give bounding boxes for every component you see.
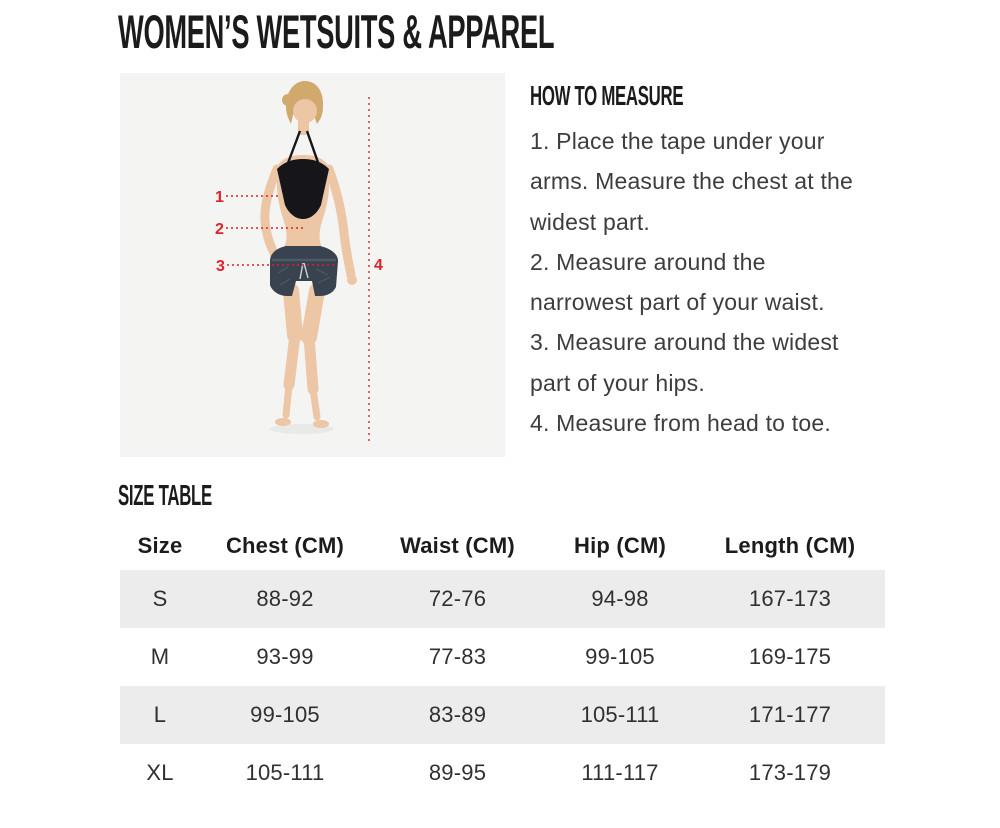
marker-3-label: 3 xyxy=(216,258,225,275)
how-to-measure-instructions xyxy=(530,121,900,443)
figure-hair-bun xyxy=(282,94,294,106)
instruction-line: narrowest part of your waist. xyxy=(530,289,825,316)
table-row-xl xyxy=(120,744,885,802)
measurement-figure xyxy=(120,73,505,457)
marker-1-label: 1 xyxy=(215,189,224,206)
cell-hip: 94-98 xyxy=(591,586,649,611)
cell-hip: 99-105 xyxy=(585,644,655,669)
figure-right-thigh xyxy=(291,291,295,335)
col-header-length: Length (CM) xyxy=(724,533,856,558)
cell-chest: 93-99 xyxy=(256,644,314,669)
cell-size: L xyxy=(153,702,167,727)
table-header-row xyxy=(120,522,885,570)
cell-chest: 88-92 xyxy=(256,586,314,611)
figure-face xyxy=(293,99,317,123)
figure-left-hand xyxy=(347,275,357,285)
cell-waist: 89-95 xyxy=(428,760,487,785)
table-row-s xyxy=(120,570,885,628)
instruction-line: 3. Measure around the widest xyxy=(530,329,839,356)
table-row-l xyxy=(120,686,885,744)
figure-left-thigh xyxy=(309,291,317,337)
cell-length: 169-175 xyxy=(748,644,832,669)
figure-right-foot xyxy=(275,418,291,426)
figure-right-arm xyxy=(265,169,277,253)
cell-size: XL xyxy=(146,760,174,785)
cell-waist: 72-76 xyxy=(428,586,487,611)
cell-chest: 99-105 xyxy=(250,702,320,727)
figure-right-calf xyxy=(289,335,295,385)
cell-length: 171-177 xyxy=(748,702,832,727)
page-title: WOMEN’S WETSUITS & APPAREL xyxy=(118,5,555,58)
instruction-line: 1. Place the tape under your xyxy=(530,128,825,154)
col-header-chest: Chest (CM) xyxy=(225,533,345,558)
figure-left-foot xyxy=(313,420,329,428)
cell-length: 167-173 xyxy=(748,586,832,611)
cell-waist: 83-89 xyxy=(428,702,487,727)
marker-2-label: 2 xyxy=(215,221,224,238)
measurement-figure-box xyxy=(120,73,505,457)
cell-chest: 105-111 xyxy=(245,760,325,785)
how-to-measure-heading: HOW TO MEASURE xyxy=(530,80,684,111)
instruction-line: part of your hips. xyxy=(530,369,705,396)
instruction-line: 2. Measure around the xyxy=(530,248,766,275)
instruction-line: widest part. xyxy=(530,208,651,235)
cell-hip: 105-111 xyxy=(580,702,660,727)
cell-waist: 77-83 xyxy=(428,644,487,669)
cell-size: M xyxy=(150,644,170,669)
cell-size: S xyxy=(152,586,168,611)
col-header-size: Size xyxy=(137,533,183,558)
size-table xyxy=(120,522,885,802)
figure-right-ankle xyxy=(286,385,289,415)
col-header-waist: Waist (CM) xyxy=(400,533,515,558)
cell-hip: 111-117 xyxy=(581,760,659,785)
table-row-m xyxy=(120,628,885,686)
cell-length: 173-179 xyxy=(748,760,832,785)
instruction-line: arms. Measure the chest at the xyxy=(530,168,854,195)
marker-4-label: 4 xyxy=(374,257,383,274)
figure-left-calf xyxy=(309,337,313,389)
instruction-line: 4. Measure from head to toe. xyxy=(530,410,831,437)
col-header-hip: Hip (CM) xyxy=(573,533,667,558)
size-table-heading: SIZE TABLE xyxy=(118,480,212,512)
figure-left-ankle xyxy=(313,389,317,417)
